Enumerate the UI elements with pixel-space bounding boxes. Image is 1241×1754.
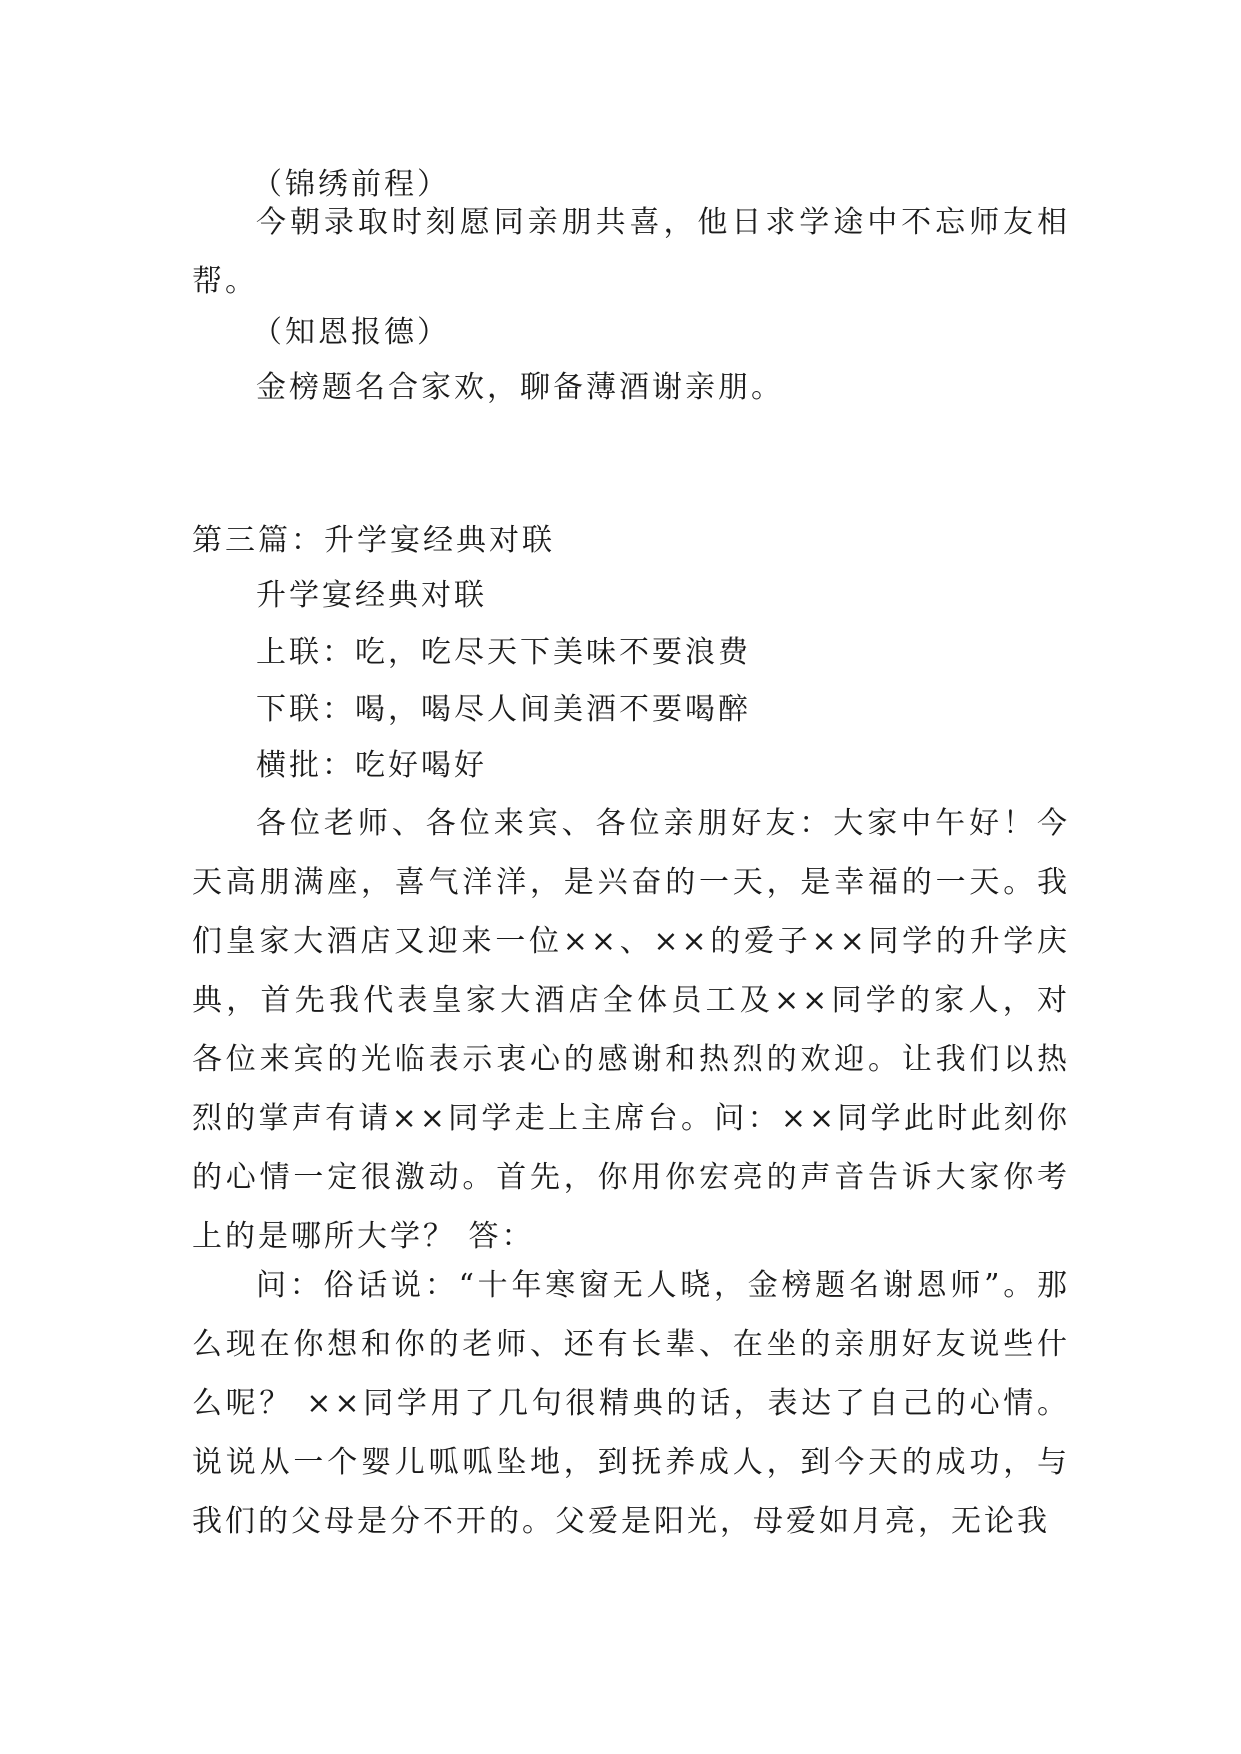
- paragraph-question: 问：俗话说：“十年寒窗无人晓，金榜题名谢恩师”。那么现在你想和你的老师、还有长辈、在坐的亲朋好友说些什么呢？ ××同学用了几句很精典的话，表达了自己的心情。说说从一个婴儿呱呱坠地，到抚养成人，到今天的成功，与我们的父母是分不开的。父爱是阳光，母爱如月亮，无论我: [192, 1268, 1070, 1539]
- section-text-jinxiu: 今朝录取时刻愿同亲朋共喜，他日求学途中不忘师友相帮。: [192, 205, 1070, 299]
- section-label-zhien: （知恩报德）: [252, 315, 450, 350]
- section-text-zhien: 金榜题名合家欢，聊备薄酒谢亲朋。: [256, 370, 784, 405]
- couplet-upper: 上联：吃，吃尽天下美味不要浪费: [256, 635, 751, 670]
- paragraph-welcome: 各位老师、各位来宾、各位亲朋好友：大家中午好！今天高朋满座，喜气洋洋，是兴奋的一天，是幸福的一天。我们皇家大酒店又迎来一位××、××的爱子××同学的升学庆典，首先我代表皇家大酒店全体员工及××同学的家人，对各位来宾的光临表示衷心的感谢和热烈的欢迎。让我们以热烈的掌声有请××同学走上主席台。问：××同学此时此刻你的心情一定很激动。首先，你用你宏亮的声音告诉大家你考上的是哪所大学？ 答：: [192, 806, 1070, 1254]
- section-label-jinxiu: （锦绣前程）: [252, 167, 450, 202]
- couplet-lower: 下联：喝，喝尽人间美酒不要喝醉: [256, 692, 751, 727]
- subtitle: 升学宴经典对联: [256, 578, 487, 613]
- chapter-title: 第三篇：升学宴经典对联: [192, 523, 555, 558]
- couplet-banner: 横批：吃好喝好: [256, 748, 487, 783]
